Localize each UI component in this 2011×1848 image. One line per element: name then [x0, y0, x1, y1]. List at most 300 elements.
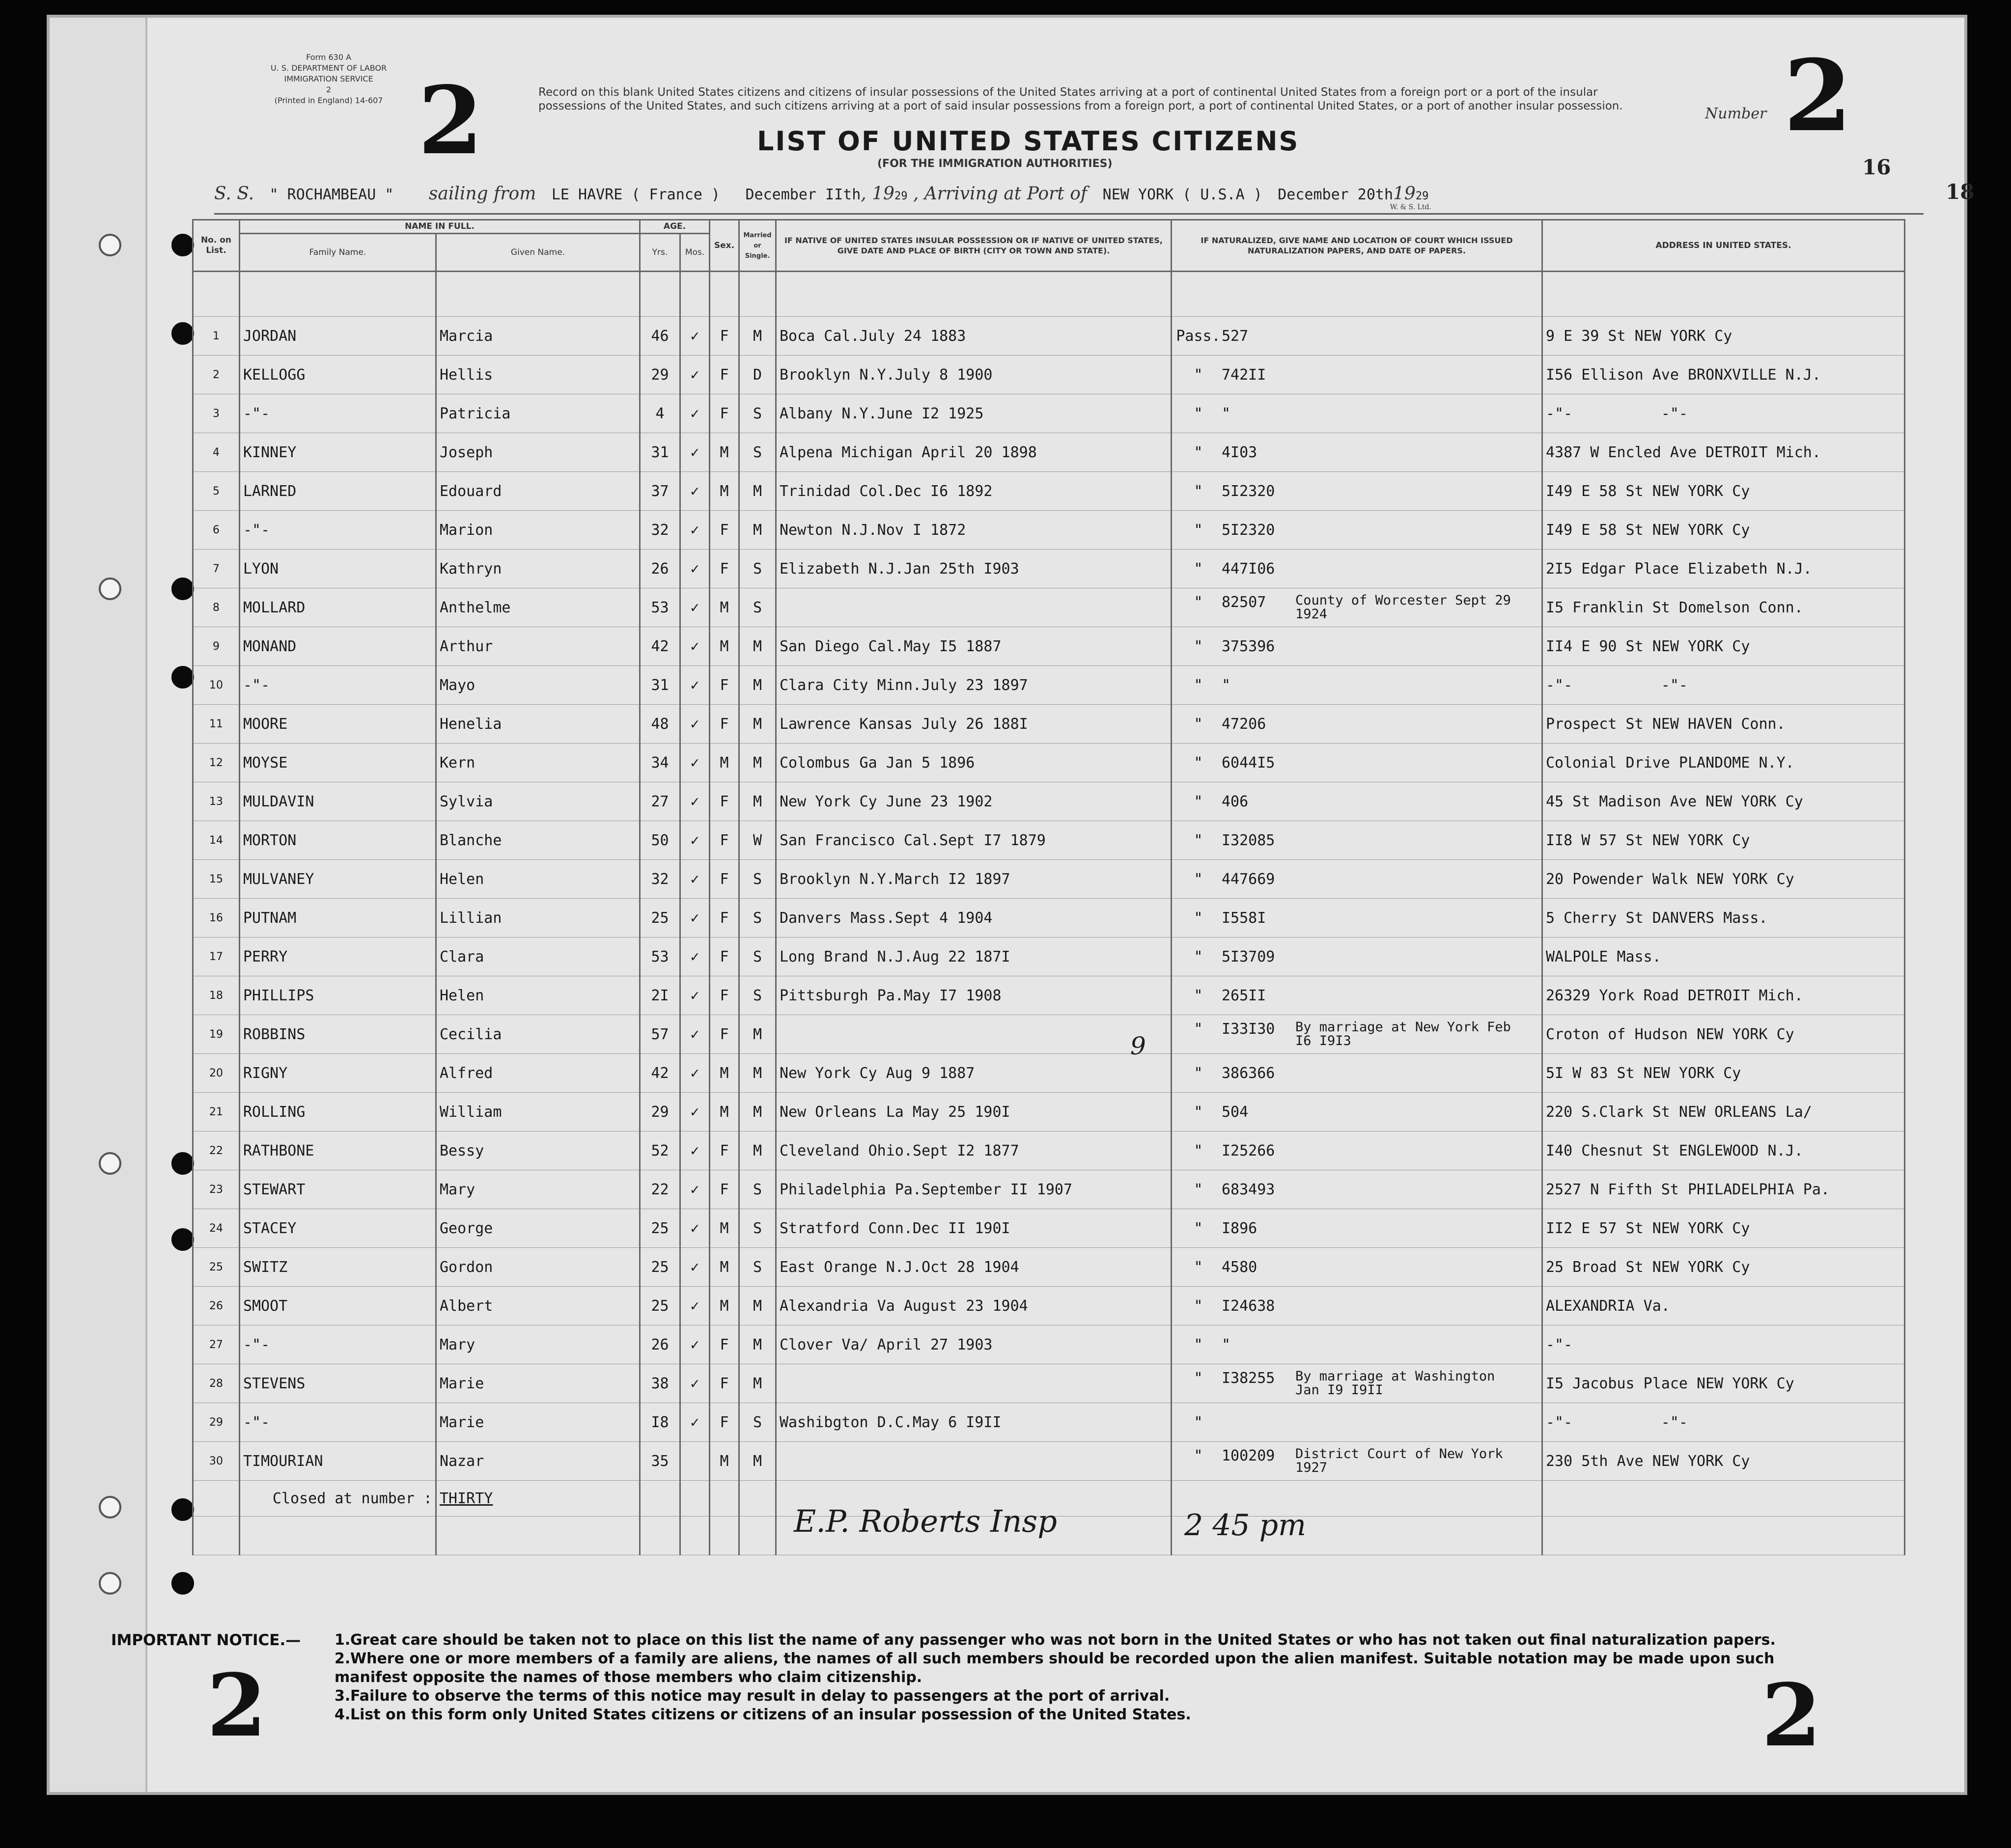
birth-place-date: San Francisco Cal.Sept I7 1879 [776, 821, 1172, 860]
age-years: 52 [640, 1131, 680, 1170]
sex: F [710, 317, 739, 356]
passport-ditto: " [1194, 1103, 1203, 1121]
signature-time: 2 45 pm [1184, 1508, 1306, 1543]
punch-hole [99, 1496, 121, 1518]
age-years: 4 [640, 394, 680, 433]
sex: M [710, 433, 739, 472]
table-row [193, 1364, 1905, 1403]
row-number: 21 [193, 1093, 240, 1131]
given-name: George [436, 1209, 640, 1248]
age-months-check: ✓ [680, 433, 710, 472]
family-name: MULDAVIN [240, 782, 436, 821]
sex: F [710, 899, 739, 938]
birth-place-date: Washibgton D.C.May 6 I9II [776, 1403, 1172, 1442]
birth-place-date: Newton N.J.Nov I 1872 [776, 511, 1172, 550]
marital-status: D [739, 356, 776, 394]
birth-place-date: Clover Va/ April 27 1903 [776, 1325, 1172, 1364]
punch-hole [171, 1572, 194, 1595]
marital-status: M [739, 1131, 776, 1170]
closed-empty [193, 1481, 240, 1517]
passport-ditto: " [1194, 443, 1203, 461]
sex: F [710, 976, 739, 1015]
marital-status: S [739, 1209, 776, 1248]
passport-ditto: " [1194, 482, 1203, 500]
paper-number: 504 [1222, 1103, 1249, 1121]
family-name: ROLLING [240, 1093, 436, 1131]
marital-status: M [739, 1442, 776, 1481]
table-row [193, 1015, 1905, 1054]
us-address: I5 Franklin St Domelson Conn. [1542, 588, 1905, 627]
age-years: 48 [640, 705, 680, 744]
birth-place-date: Long Brand N.J.Aug 22 187I [776, 938, 1172, 976]
us-address: I40 Chesnut St ENGLEWOOD N.J. [1542, 1131, 1905, 1170]
given-name: Mayo [436, 666, 640, 705]
given-name: Nazar [436, 1442, 640, 1481]
list-number-label: Number [1705, 105, 1767, 122]
row-number: 28 [193, 1364, 240, 1403]
printer-mark: W. & S. Ltd. [1390, 203, 1431, 211]
age-years: 42 [640, 627, 680, 666]
header-months: Mos. [680, 234, 710, 272]
paper-number: 683493 [1222, 1181, 1275, 1198]
us-address: 5I W 83 St NEW YORK Cy [1542, 1054, 1905, 1093]
row-number: 16 [193, 899, 240, 938]
table-row [193, 666, 1905, 705]
given-name: Anthelme [436, 588, 640, 627]
us-address: 220 S.Clark St NEW ORLEANS La/ [1542, 1093, 1905, 1131]
age-months-check: ✓ [680, 1054, 710, 1093]
paper-number: 527 [1222, 327, 1249, 345]
birth-place-date: New York Cy June 23 1902 [776, 782, 1172, 821]
notice-item [335, 1706, 1788, 1724]
row-number: 1 [193, 317, 240, 356]
row-number: 23 [193, 1170, 240, 1209]
age-months-check: ✓ [680, 550, 710, 588]
birth-place-date: Alexandria Va August 23 1904 [776, 1287, 1172, 1325]
paper-number: 375396 [1222, 637, 1275, 655]
age-years: 25 [640, 899, 680, 938]
given-name: Helen [436, 860, 640, 899]
row-number: 24 [193, 1209, 240, 1248]
punch-hole [99, 1152, 121, 1175]
age-years: 31 [640, 666, 680, 705]
department: U. S. DEPARTMENT OF LABOR [271, 63, 387, 73]
table-row [193, 627, 1905, 666]
family-name: -"- [240, 1403, 436, 1442]
closed-label: Closed at number : [240, 1481, 436, 1517]
ship-name: " ROCHAMBEAU " [269, 186, 394, 203]
passport-ditto: " [1194, 1142, 1203, 1159]
table-row [193, 1442, 1905, 1481]
punch-hole [99, 234, 121, 256]
age-months-check: ✓ [680, 899, 710, 938]
family-name: PERRY [240, 938, 436, 976]
us-address: I5 Jacobus Place NEW YORK Cy [1542, 1364, 1905, 1403]
given-name: Mary [436, 1325, 640, 1364]
age-months-check: ✓ [680, 394, 710, 433]
us-address: I56 Ellison Ave BRONXVILLE N.J. [1542, 356, 1905, 394]
age-years: 31 [640, 433, 680, 472]
closed-value: THIRTY [436, 1481, 640, 1517]
age-months-check: ✓ [680, 1093, 710, 1131]
punch-hole [171, 234, 194, 256]
passport-ditto: " [1194, 521, 1203, 539]
marital-status: S [739, 976, 776, 1015]
passport-ditto: " [1194, 676, 1203, 694]
page-subtitle: (FOR THE IMMIGRATION AUTHORITIES) [877, 158, 1113, 170]
family-name: MORTON [240, 821, 436, 860]
row-number: 11 [193, 705, 240, 744]
passport-ditto: " [1194, 1219, 1203, 1237]
birth-place-date: Cleveland Ohio.Sept I2 1877 [776, 1131, 1172, 1170]
naturalization-cell [1172, 394, 1542, 433]
naturalization-cell [1172, 1170, 1542, 1209]
age-years: 32 [640, 511, 680, 550]
given-name: Gordon [436, 1248, 640, 1287]
family-name: SWITZ [240, 1248, 436, 1287]
table-row [193, 550, 1905, 588]
birth-place-date: Trinidad Col.Dec I6 1892 [776, 472, 1172, 511]
birth-place-date: Danvers Mass.Sept 4 1904 [776, 899, 1172, 938]
us-address: 9 E 39 St NEW YORK Cy [1542, 317, 1905, 356]
naturalization-cell [1172, 782, 1542, 821]
given-name: Marie [436, 1364, 640, 1403]
age-months-check: ✓ [680, 1170, 710, 1209]
row-number: 2 [193, 356, 240, 394]
row-number: 18 [193, 976, 240, 1015]
age-years: 34 [640, 744, 680, 782]
punch-hole [171, 322, 194, 345]
birth-place-date: Philadelphia Pa.September II 1907 [776, 1170, 1172, 1209]
header-name-in-full: NAME IN FULL. [240, 220, 640, 234]
age-months-check: ✓ [680, 744, 710, 782]
notice-item-text: Failure to observe the terms of this notice may result in delay to passengers at the port of arrival. [350, 1687, 1170, 1705]
birth-place-date [776, 1015, 1172, 1054]
row-number: 19 [193, 1015, 240, 1054]
punch-hole [171, 666, 194, 689]
marital-status: S [739, 550, 776, 588]
family-name: KELLOGG [240, 356, 436, 394]
passenger-table [192, 219, 1905, 1555]
naturalization-cell [1172, 1248, 1542, 1287]
birth-place-date: Brooklyn N.Y.March I2 1897 [776, 860, 1172, 899]
header-family-name: Family Name. [240, 234, 436, 272]
us-address: 25 Broad St NEW YORK Cy [1542, 1248, 1905, 1287]
header-sex: Sex. [710, 220, 739, 272]
table-row [193, 744, 1905, 782]
row-number: 7 [193, 550, 240, 588]
row-number: 9 [193, 627, 240, 666]
family-name: KINNEY [240, 433, 436, 472]
family-name: -"- [240, 1325, 436, 1364]
paper-number: 447669 [1222, 870, 1275, 888]
notice-item-text: Where one or more members of a family are aliens, the names of all such members should be recorded upon the alien manifest. Suitable notation may be made upon such manifest opposite the names of those members who claim citizenship. [335, 1650, 1775, 1686]
family-name: -"- [240, 666, 436, 705]
notice-list [335, 1631, 1788, 1724]
marital-status: S [739, 1248, 776, 1287]
passport-ditto: " [1194, 948, 1203, 965]
us-address: 5 Cherry St DANVERS Mass. [1542, 899, 1905, 938]
marital-status: M [739, 666, 776, 705]
departure-year: 29 [894, 190, 908, 202]
passport-ditto: " [1194, 831, 1203, 849]
birth-place-date: Stratford Conn.Dec II 190I [776, 1209, 1172, 1248]
age-months-check: ✓ [680, 1209, 710, 1248]
birth-place-date: Lawrence Kansas July 26 188I [776, 705, 1172, 744]
birth-place-date [776, 1442, 1172, 1481]
age-months-check: ✓ [680, 666, 710, 705]
passport-ditto: " [1194, 1447, 1203, 1464]
family-name: RATHBONE [240, 1131, 436, 1170]
form-number: Form 630 A [306, 53, 352, 62]
birth-place-date: Clara City Minn.July 23 1897 [776, 666, 1172, 705]
table-row [193, 511, 1905, 550]
copy-number: 2 [326, 85, 332, 94]
naturalization-cell [1172, 1287, 1542, 1325]
age-years: 26 [640, 550, 680, 588]
age-years: 29 [640, 356, 680, 394]
given-name: Lillian [436, 899, 640, 938]
binding-strip [50, 18, 147, 1792]
marginal-mark: 9 [1130, 1032, 1146, 1060]
given-name: Joseph [436, 433, 640, 472]
header-given-name: Given Name. [436, 234, 640, 272]
marital-status: S [739, 860, 776, 899]
departure-port: LE HAVRE ( France ) [551, 186, 720, 203]
naturalization-cell [1172, 1093, 1542, 1131]
family-name: MOYSE [240, 744, 436, 782]
naturalization-cell [1172, 821, 1542, 860]
sex: M [710, 1209, 739, 1248]
header-birth: IF NATIVE OF UNITED STATES INSULAR POSSESSION OR IF NATIVE OF UNITED STATES, GIVE DATE AND PLACE OF BIRTH (CITY OR TOWN AND STATE). [776, 220, 1172, 272]
birth-place-date: Elizabeth N.J.Jan 25th I903 [776, 550, 1172, 588]
passport-ditto: " [1194, 793, 1203, 810]
birth-place-date: East Orange N.J.Oct 28 1904 [776, 1248, 1172, 1287]
arrival-date: December 20th [1278, 186, 1394, 203]
marital-status: M [739, 317, 776, 356]
naturalization-cell [1172, 1015, 1542, 1054]
sex: F [710, 1015, 739, 1054]
form-identifier [271, 52, 387, 106]
notice-item-number: 1. [335, 1631, 351, 1649]
marital-status: M [739, 744, 776, 782]
family-name: MOLLARD [240, 588, 436, 627]
row-number: 26 [193, 1287, 240, 1325]
marital-status: M [739, 472, 776, 511]
naturalization-cell [1172, 1403, 1542, 1442]
table-row [193, 938, 1905, 976]
given-name: Alfred [436, 1054, 640, 1093]
us-address: 2527 N Fifth St PHILADELPHIA Pa. [1542, 1170, 1905, 1209]
naturalization-cell [1172, 666, 1542, 705]
family-name: MULVANEY [240, 860, 436, 899]
naturalization-cell [1172, 550, 1542, 588]
marital-status: M [739, 1287, 776, 1325]
paper-number: I558I [1222, 909, 1266, 927]
naturalization-cell [1172, 1442, 1542, 1481]
manifest-page [47, 15, 1975, 1795]
paper-number: 447I06 [1222, 560, 1275, 578]
table-row [193, 1131, 1905, 1170]
naturalization-cell [1172, 744, 1542, 782]
voyage-rule [214, 213, 1924, 215]
birth-place-date: Colombus Ga Jan 5 1896 [776, 744, 1172, 782]
passport-ditto: " [1194, 754, 1203, 772]
family-name: STEWART [240, 1170, 436, 1209]
notice-item [335, 1631, 1788, 1650]
page-number-left: 16 [1862, 155, 1891, 179]
table-row [193, 821, 1905, 860]
departure-date: December IIth [745, 186, 861, 203]
age-years: 32 [640, 860, 680, 899]
naturalization-cell [1172, 356, 1542, 394]
naturalization-cell [1172, 1131, 1542, 1170]
family-name: MONAND [240, 627, 436, 666]
paper-number: I38255 [1222, 1370, 1275, 1387]
table-row [193, 1325, 1905, 1364]
us-address: WALPOLE Mass. [1542, 938, 1905, 976]
sex: M [710, 1287, 739, 1325]
sex: F [710, 782, 739, 821]
table-row [193, 976, 1905, 1015]
row-number: 30 [193, 1442, 240, 1481]
paper-number: 742II [1222, 366, 1266, 384]
naturalization-cell [1172, 472, 1542, 511]
given-name: Arthur [436, 627, 640, 666]
given-name: Marie [436, 1403, 640, 1442]
age-years: 50 [640, 821, 680, 860]
passport-ditto: " [1194, 1181, 1203, 1198]
age-months-check: ✓ [680, 1364, 710, 1403]
age-years: 25 [640, 1287, 680, 1325]
us-address: -"- [1542, 1325, 1905, 1364]
court-note: By marriage at New York Feb I6 I9I3 [1295, 1020, 1511, 1048]
voyage-line [214, 184, 1431, 211]
row-number: 27 [193, 1325, 240, 1364]
family-name: TIMOURIAN [240, 1442, 436, 1481]
given-name: Marion [436, 511, 640, 550]
age-years: 25 [640, 1209, 680, 1248]
us-address: II2 E 57 St NEW YORK Cy [1542, 1209, 1905, 1248]
passport-ditto: " [1194, 715, 1203, 733]
age-months-check: ✓ [680, 627, 710, 666]
paper-number: 6044I5 [1222, 754, 1275, 772]
marital-status: M [739, 1054, 776, 1093]
row-number: 17 [193, 938, 240, 976]
given-name: William [436, 1093, 640, 1131]
paper-number: 5I2320 [1222, 521, 1275, 539]
punch-hole [171, 1228, 194, 1251]
punch-hole [171, 1498, 194, 1521]
paper-number: 406 [1222, 793, 1249, 810]
corner-number-left: 2 [207, 1655, 267, 1756]
manifest-form [192, 18, 1975, 1792]
notice-item-text: List on this form only United States citizens or citizens of an insular possession of the United States. [350, 1706, 1191, 1723]
punch-hole [171, 1152, 194, 1175]
row-number: 22 [193, 1131, 240, 1170]
spacer-row [193, 272, 1905, 317]
age-months-check: ✓ [680, 1248, 710, 1287]
age-months-check: ✓ [680, 356, 710, 394]
sex: F [710, 938, 739, 976]
marital-status: M [739, 782, 776, 821]
page-title: LIST OF UNITED STATES CITIZENS [757, 126, 1300, 157]
table-row [193, 1054, 1905, 1093]
passport-ditto: " [1194, 405, 1203, 422]
naturalization-cell [1172, 976, 1542, 1015]
age-months-check: ✓ [680, 1131, 710, 1170]
passport-ditto: Pass. [1176, 327, 1221, 345]
us-address: II4 E 90 St NEW YORK Cy [1542, 627, 1905, 666]
marital-status: M [739, 1325, 776, 1364]
birth-place-date [776, 1364, 1172, 1403]
table-row [193, 782, 1905, 821]
passport-ditto: " [1194, 987, 1203, 1004]
notice-item-number: 4. [335, 1706, 351, 1723]
court-note: By marriage at Washington Jan I9 I9II [1295, 1369, 1495, 1398]
table-row [193, 1248, 1905, 1287]
us-address: -"- -"- [1542, 394, 1905, 433]
paper-number: " [1222, 405, 1231, 422]
marital-status: W [739, 821, 776, 860]
paper-number: 265II [1222, 987, 1266, 1004]
notice-lead: IMPORTANT NOTICE.— [111, 1631, 301, 1649]
passport-ditto: " [1194, 909, 1203, 927]
sex: M [710, 1054, 739, 1093]
us-address: 4387 W Encled Ave DETROIT Mich. [1542, 433, 1905, 472]
table-row [193, 860, 1905, 899]
paper-number: 5I2320 [1222, 482, 1275, 500]
table-row [193, 433, 1905, 472]
us-address: I49 E 58 St NEW YORK Cy [1542, 511, 1905, 550]
row-number: 6 [193, 511, 240, 550]
birth-place-date: Albany N.Y.June I2 1925 [776, 394, 1172, 433]
given-name: Kern [436, 744, 640, 782]
family-name: PHILLIPS [240, 976, 436, 1015]
table-row [193, 899, 1905, 938]
age-months-check: ✓ [680, 511, 710, 550]
passport-ditto: " [1194, 1064, 1203, 1082]
age-months-check: ✓ [680, 782, 710, 821]
us-address: Prospect St NEW HAVEN Conn. [1542, 705, 1905, 744]
passport-ditto: " [1194, 366, 1203, 384]
table-row [193, 317, 1905, 356]
age-years: I8 [640, 1403, 680, 1442]
given-name: Cecilia [436, 1015, 640, 1054]
age-months-check: ✓ [680, 472, 710, 511]
marital-status: S [739, 433, 776, 472]
age-months-check: ✓ [680, 1287, 710, 1325]
punch-hole [171, 578, 194, 600]
age-years: 53 [640, 588, 680, 627]
given-name: Albert [436, 1287, 640, 1325]
naturalization-cell [1172, 1209, 1542, 1248]
naturalization-cell [1172, 1325, 1542, 1364]
age-years: 37 [640, 472, 680, 511]
page-number-right: 18 [1946, 180, 1975, 204]
age-years: 46 [640, 317, 680, 356]
court-note: District Court of New York 1927 [1295, 1446, 1503, 1475]
passport-ditto: " [1194, 1336, 1203, 1353]
notice-item [335, 1687, 1788, 1706]
passport-ditto: " [1194, 637, 1203, 655]
row-number: 8 [193, 588, 240, 627]
departure-year-prefix: , 19 [861, 184, 894, 204]
sex: M [710, 744, 739, 782]
paper-number: I896 [1222, 1219, 1257, 1237]
paper-number: I24638 [1222, 1297, 1275, 1315]
sex: F [710, 511, 739, 550]
